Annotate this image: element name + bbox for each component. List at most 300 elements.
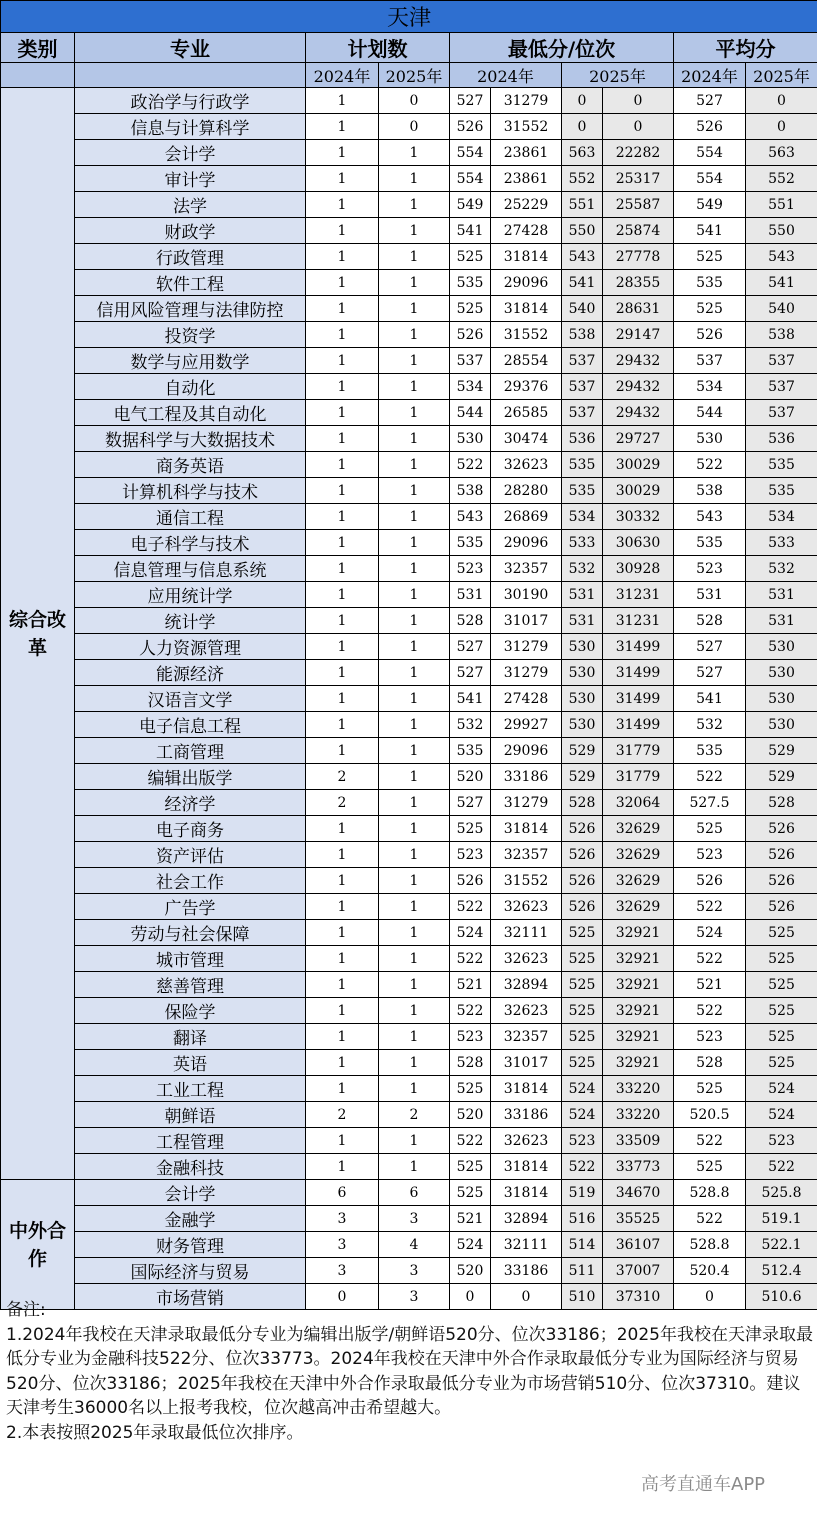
header-min-2024: 2024年 — [450, 63, 562, 88]
major-cell: 行政管理 — [75, 244, 306, 270]
table-row — [1, 634, 817, 660]
min-rank-2025-cell: 31779 — [603, 764, 674, 790]
table-row — [1, 348, 817, 374]
plan-2025-cell: 1 — [379, 322, 450, 348]
plan-2024-cell: 1 — [306, 1050, 379, 1076]
table-row — [1, 1180, 817, 1206]
plan-2024-cell: 2 — [306, 1102, 379, 1128]
avg-2025-cell: 535 — [746, 478, 817, 504]
avg-2025-cell: 526 — [746, 868, 817, 894]
plan-2025-cell: 3 — [379, 1258, 450, 1284]
min-rank-2025-cell: 36107 — [603, 1232, 674, 1258]
plan-2024-cell: 1 — [306, 244, 379, 270]
table-row — [1, 244, 817, 270]
plan-2025-cell: 1 — [379, 478, 450, 504]
plan-2024-cell: 1 — [306, 998, 379, 1024]
min-rank-2024-cell: 31814 — [491, 816, 562, 842]
min-rank-2024-cell: 31552 — [491, 868, 562, 894]
avg-2025-cell: 528 — [746, 790, 817, 816]
plan-2024-cell: 3 — [306, 1232, 379, 1258]
min-score-2024-cell: 535 — [450, 738, 491, 764]
major-cell: 国际经济与贸易 — [75, 1258, 306, 1284]
min-score-2025-cell: 516 — [562, 1206, 603, 1232]
min-rank-2025-cell: 29432 — [603, 400, 674, 426]
avg-2024-cell: 534 — [674, 374, 746, 400]
table-row — [1, 530, 817, 556]
min-rank-2025-cell: 33509 — [603, 1128, 674, 1154]
plan-2024-cell: 1 — [306, 712, 379, 738]
min-rank-2024-cell: 23861 — [491, 140, 562, 166]
avg-2025-cell: 533 — [746, 530, 817, 556]
avg-2024-cell: 526 — [674, 322, 746, 348]
min-score-2025-cell: 524 — [562, 1102, 603, 1128]
min-score-2025-cell: 526 — [562, 868, 603, 894]
major-cell: 会计学 — [75, 140, 306, 166]
table-row — [1, 1232, 817, 1258]
min-rank-2024-cell: 31017 — [491, 608, 562, 634]
table-row — [1, 270, 817, 296]
avg-2024-cell: 535 — [674, 530, 746, 556]
avg-2025-cell: 525 — [746, 1024, 817, 1050]
major-cell: 劳动与社会保障 — [75, 920, 306, 946]
min-score-2024-cell: 521 — [450, 972, 491, 998]
min-rank-2025-cell: 33773 — [603, 1154, 674, 1180]
avg-2024-cell: 538 — [674, 478, 746, 504]
avg-2024-cell: 554 — [674, 166, 746, 192]
min-score-2025-cell: 511 — [562, 1258, 603, 1284]
min-rank-2024-cell: 33186 — [491, 1258, 562, 1284]
table-row — [1, 426, 817, 452]
min-score-2025-cell: 529 — [562, 764, 603, 790]
min-rank-2024-cell: 32357 — [491, 556, 562, 582]
min-score-2024-cell: 554 — [450, 166, 491, 192]
min-score-2025-cell: 533 — [562, 530, 603, 556]
plan-2025-cell: 6 — [379, 1180, 450, 1206]
min-score-2025-cell: 525 — [562, 998, 603, 1024]
major-cell: 电子信息工程 — [75, 712, 306, 738]
major-cell: 金融学 — [75, 1206, 306, 1232]
avg-2025-cell: 530 — [746, 712, 817, 738]
plan-2024-cell: 1 — [306, 1024, 379, 1050]
plan-2025-cell: 1 — [379, 270, 450, 296]
major-cell: 广告学 — [75, 894, 306, 920]
min-score-2025-cell: 530 — [562, 686, 603, 712]
avg-2025-cell: 551 — [746, 192, 817, 218]
table-row — [1, 608, 817, 634]
plan-2025-cell: 1 — [379, 738, 450, 764]
min-rank-2024-cell: 29096 — [491, 738, 562, 764]
plan-2024-cell: 1 — [306, 322, 379, 348]
major-cell: 电子科学与技术 — [75, 530, 306, 556]
major-cell: 工商管理 — [75, 738, 306, 764]
table-row — [1, 478, 817, 504]
avg-2024-cell: 525 — [674, 244, 746, 270]
plan-2025-cell: 0 — [379, 114, 450, 140]
avg-2024-cell: 525 — [674, 1154, 746, 1180]
table-row — [1, 166, 817, 192]
min-score-2025-cell: 526 — [562, 816, 603, 842]
min-score-2024-cell: 528 — [450, 608, 491, 634]
plan-2025-cell: 1 — [379, 972, 450, 998]
min-rank-2025-cell: 27778 — [603, 244, 674, 270]
major-cell: 投资学 — [75, 322, 306, 348]
plan-2024-cell: 1 — [306, 738, 379, 764]
min-score-2025-cell: 537 — [562, 374, 603, 400]
major-cell: 信息管理与信息系统 — [75, 556, 306, 582]
min-rank-2024-cell: 27428 — [491, 218, 562, 244]
plan-2025-cell: 1 — [379, 764, 450, 790]
avg-2024-cell: 525 — [674, 816, 746, 842]
min-score-2024-cell: 549 — [450, 192, 491, 218]
min-rank-2025-cell: 32629 — [603, 868, 674, 894]
plan-2025-cell: 1 — [379, 400, 450, 426]
min-score-2024-cell: 527 — [450, 634, 491, 660]
header-blank — [1, 63, 75, 88]
min-rank-2025-cell: 30630 — [603, 530, 674, 556]
min-rank-2024-cell: 32623 — [491, 452, 562, 478]
plan-2025-cell: 1 — [379, 1024, 450, 1050]
min-rank-2024-cell: 32357 — [491, 842, 562, 868]
min-rank-2024-cell: 31279 — [491, 634, 562, 660]
plan-2024-cell: 2 — [306, 764, 379, 790]
avg-2024-cell: 541 — [674, 686, 746, 712]
min-rank-2024-cell: 30190 — [491, 582, 562, 608]
min-rank-2025-cell: 32921 — [603, 1050, 674, 1076]
table-row — [1, 140, 817, 166]
avg-2025-cell: 529 — [746, 764, 817, 790]
min-rank-2024-cell: 32623 — [491, 998, 562, 1024]
plan-2024-cell: 1 — [306, 374, 379, 400]
min-rank-2025-cell: 32921 — [603, 946, 674, 972]
min-score-2024-cell: 521 — [450, 1206, 491, 1232]
min-score-2024-cell: 541 — [450, 686, 491, 712]
major-cell: 数据科学与大数据技术 — [75, 426, 306, 452]
min-rank-2024-cell: 32894 — [491, 1206, 562, 1232]
min-rank-2024-cell: 31279 — [491, 660, 562, 686]
min-rank-2025-cell: 30029 — [603, 452, 674, 478]
avg-2025-cell: 524 — [746, 1102, 817, 1128]
avg-2025-cell: 524 — [746, 1076, 817, 1102]
avg-2025-cell: 537 — [746, 348, 817, 374]
plan-2025-cell: 1 — [379, 296, 450, 322]
min-score-2025-cell: 524 — [562, 1076, 603, 1102]
min-score-2024-cell: 523 — [450, 556, 491, 582]
avg-2025-cell: 531 — [746, 608, 817, 634]
min-score-2024-cell: 527 — [450, 660, 491, 686]
avg-2025-cell: 525 — [746, 920, 817, 946]
plan-2024-cell: 1 — [306, 426, 379, 452]
avg-2024-cell: 522 — [674, 764, 746, 790]
major-cell: 编辑出版学 — [75, 764, 306, 790]
plan-2025-cell: 1 — [379, 218, 450, 244]
avg-2025-cell: 526 — [746, 816, 817, 842]
avg-2025-cell: 538 — [746, 322, 817, 348]
plan-2024-cell: 3 — [306, 1206, 379, 1232]
table-row — [1, 972, 817, 998]
plan-2024-cell: 1 — [306, 686, 379, 712]
plan-2024-cell: 1 — [306, 1154, 379, 1180]
plan-2024-cell: 1 — [306, 842, 379, 868]
plan-2024-cell: 1 — [306, 400, 379, 426]
table-row — [1, 114, 817, 140]
min-score-2025-cell: 531 — [562, 582, 603, 608]
avg-2024-cell: 528 — [674, 1050, 746, 1076]
min-rank-2025-cell: 37310 — [603, 1284, 674, 1310]
notes — [6, 1298, 814, 1445]
plan-2024-cell: 1 — [306, 582, 379, 608]
table-row — [1, 374, 817, 400]
avg-2025-cell: 532 — [746, 556, 817, 582]
major-cell: 工程管理 — [75, 1128, 306, 1154]
avg-2025-cell: 535 — [746, 452, 817, 478]
avg-2024-cell: 527.5 — [674, 790, 746, 816]
plan-2025-cell: 1 — [379, 608, 450, 634]
avg-2024-cell: 527 — [674, 634, 746, 660]
avg-2025-cell: 530 — [746, 660, 817, 686]
plan-2025-cell: 1 — [379, 1076, 450, 1102]
table-row — [1, 686, 817, 712]
plan-2024-cell: 1 — [306, 478, 379, 504]
plan-2025-cell: 1 — [379, 660, 450, 686]
min-score-2025-cell: 552 — [562, 166, 603, 192]
min-score-2025-cell: 534 — [562, 504, 603, 530]
table-row — [1, 1206, 817, 1232]
table-row — [1, 400, 817, 426]
avg-2024-cell: 535 — [674, 738, 746, 764]
major-cell: 电气工程及其自动化 — [75, 400, 306, 426]
min-score-2025-cell: 510 — [562, 1284, 603, 1310]
min-rank-2025-cell: 30928 — [603, 556, 674, 582]
table-row — [1, 1076, 817, 1102]
table-row — [1, 296, 817, 322]
min-rank-2025-cell: 35525 — [603, 1206, 674, 1232]
plan-2025-cell: 1 — [379, 1154, 450, 1180]
min-score-2025-cell: 530 — [562, 660, 603, 686]
min-score-2024-cell: 525 — [450, 1076, 491, 1102]
min-score-2024-cell: 543 — [450, 504, 491, 530]
avg-2024-cell: 543 — [674, 504, 746, 530]
avg-2025-cell: 537 — [746, 400, 817, 426]
min-rank-2025-cell: 31231 — [603, 608, 674, 634]
min-score-2025-cell: 540 — [562, 296, 603, 322]
header-category: 类别 — [1, 33, 75, 63]
plan-2024-cell: 1 — [306, 114, 379, 140]
min-rank-2024-cell: 33186 — [491, 764, 562, 790]
avg-2025-cell: 563 — [746, 140, 817, 166]
table-row — [1, 1102, 817, 1128]
avg-2024-cell: 541 — [674, 218, 746, 244]
min-rank-2024-cell: 30474 — [491, 426, 562, 452]
min-score-2024-cell: 520 — [450, 1102, 491, 1128]
min-rank-2025-cell: 28355 — [603, 270, 674, 296]
min-score-2024-cell: 534 — [450, 374, 491, 400]
min-rank-2024-cell: 29927 — [491, 712, 562, 738]
plan-2024-cell: 1 — [306, 270, 379, 296]
min-score-2025-cell: 523 — [562, 1128, 603, 1154]
min-rank-2025-cell: 31499 — [603, 634, 674, 660]
min-rank-2025-cell: 37007 — [603, 1258, 674, 1284]
min-score-2025-cell: 530 — [562, 634, 603, 660]
min-score-2025-cell: 541 — [562, 270, 603, 296]
min-score-2024-cell: 527 — [450, 790, 491, 816]
plan-2025-cell: 1 — [379, 894, 450, 920]
min-rank-2024-cell: 31279 — [491, 790, 562, 816]
table-row — [1, 1128, 817, 1154]
table-row — [1, 738, 817, 764]
plan-2024-cell: 1 — [306, 946, 379, 972]
avg-2025-cell: 541 — [746, 270, 817, 296]
min-rank-2025-cell: 25317 — [603, 166, 674, 192]
plan-2025-cell: 1 — [379, 452, 450, 478]
plan-2024-cell: 6 — [306, 1180, 379, 1206]
table-row — [1, 1050, 817, 1076]
min-score-2024-cell: 520 — [450, 764, 491, 790]
major-cell: 软件工程 — [75, 270, 306, 296]
avg-2025-cell: 525 — [746, 1050, 817, 1076]
min-rank-2025-cell: 30332 — [603, 504, 674, 530]
min-score-2024-cell: 525 — [450, 1154, 491, 1180]
min-score-2025-cell: 535 — [562, 452, 603, 478]
plan-2025-cell: 1 — [379, 868, 450, 894]
avg-2024-cell: 523 — [674, 1024, 746, 1050]
min-rank-2024-cell: 31814 — [491, 1154, 562, 1180]
major-cell: 财务管理 — [75, 1232, 306, 1258]
table-row — [1, 1024, 817, 1050]
min-score-2024-cell: 535 — [450, 270, 491, 296]
plan-2025-cell: 1 — [379, 998, 450, 1024]
min-score-2025-cell: 525 — [562, 972, 603, 998]
min-rank-2024-cell: 25229 — [491, 192, 562, 218]
major-cell: 统计学 — [75, 608, 306, 634]
min-score-2024-cell: 0 — [450, 1284, 491, 1310]
min-rank-2025-cell: 33220 — [603, 1102, 674, 1128]
avg-2025-cell: 512.4 — [746, 1258, 817, 1284]
notes-line-2: 2.本表按照2025年录取最低位次排序。 — [6, 1422, 304, 1443]
min-score-2024-cell: 537 — [450, 348, 491, 374]
min-rank-2024-cell: 26585 — [491, 400, 562, 426]
avg-2025-cell: 552 — [746, 166, 817, 192]
header-blank — [75, 63, 306, 88]
min-score-2024-cell: 524 — [450, 920, 491, 946]
min-score-2024-cell: 523 — [450, 842, 491, 868]
min-rank-2025-cell: 31779 — [603, 738, 674, 764]
min-score-2025-cell: 519 — [562, 1180, 603, 1206]
major-cell: 政治学与行政学 — [75, 88, 306, 114]
major-cell: 电子商务 — [75, 816, 306, 842]
min-score-2025-cell: 537 — [562, 348, 603, 374]
notes-line-1: 1.2024年我校在天津录取最低分专业为编辑出版学/朝鲜语520分、位次33186；2025年我校在天津录取最低分专业为金融科技522分、位次33773。2024年我校在天津中外合作录取最低分专业为国际经济与贸易520分、位次33186；2025年我校在天津中外合作录取最低分专业为市场营销510分、位次37310。建议天津考生36000名以上报考我校，位次越高冲击希望越大。 — [6, 1324, 814, 1418]
plan-2024-cell: 3 — [306, 1258, 379, 1284]
min-score-2025-cell: 0 — [562, 88, 603, 114]
avg-2024-cell: 528.8 — [674, 1232, 746, 1258]
table-row — [1, 582, 817, 608]
min-score-2024-cell: 532 — [450, 712, 491, 738]
min-rank-2024-cell: 31279 — [491, 88, 562, 114]
avg-2025-cell: 526 — [746, 842, 817, 868]
table-row — [1, 920, 817, 946]
min-score-2025-cell: 522 — [562, 1154, 603, 1180]
plan-2025-cell: 1 — [379, 816, 450, 842]
min-rank-2024-cell: 32111 — [491, 1232, 562, 1258]
min-rank-2025-cell: 33220 — [603, 1076, 674, 1102]
min-rank-2024-cell: 31552 — [491, 114, 562, 140]
min-rank-2025-cell: 32629 — [603, 816, 674, 842]
min-rank-2025-cell: 25874 — [603, 218, 674, 244]
min-score-2024-cell: 525 — [450, 244, 491, 270]
avg-2024-cell: 522 — [674, 1206, 746, 1232]
min-rank-2024-cell: 23861 — [491, 166, 562, 192]
avg-2025-cell: 519.1 — [746, 1206, 817, 1232]
plan-2024-cell: 1 — [306, 192, 379, 218]
avg-2024-cell: 525 — [674, 296, 746, 322]
category-cell: 综合改革 — [1, 88, 75, 1180]
min-score-2025-cell: 536 — [562, 426, 603, 452]
major-cell: 通信工程 — [75, 504, 306, 530]
avg-2025-cell: 530 — [746, 634, 817, 660]
avg-2025-cell: 525.8 — [746, 1180, 817, 1206]
plan-2025-cell: 3 — [379, 1284, 450, 1310]
major-cell: 工业工程 — [75, 1076, 306, 1102]
min-score-2024-cell: 528 — [450, 1050, 491, 1076]
avg-2025-cell: 534 — [746, 504, 817, 530]
min-rank-2025-cell: 29432 — [603, 374, 674, 400]
header-avg-2024: 2024年 — [674, 63, 746, 88]
plan-2025-cell: 4 — [379, 1232, 450, 1258]
min-rank-2024-cell: 27428 — [491, 686, 562, 712]
notes-heading: 备注: — [6, 1300, 46, 1320]
major-cell: 社会工作 — [75, 868, 306, 894]
min-score-2024-cell: 522 — [450, 1128, 491, 1154]
min-rank-2024-cell: 29096 — [491, 530, 562, 556]
avg-2025-cell: 523 — [746, 1128, 817, 1154]
min-rank-2024-cell: 28280 — [491, 478, 562, 504]
major-cell: 经济学 — [75, 790, 306, 816]
avg-2024-cell: 537 — [674, 348, 746, 374]
min-rank-2024-cell: 31814 — [491, 1180, 562, 1206]
min-rank-2025-cell: 0 — [603, 114, 674, 140]
header-min-2025: 2025年 — [562, 63, 674, 88]
plan-2024-cell: 0 — [306, 1284, 379, 1310]
min-score-2025-cell: 525 — [562, 1050, 603, 1076]
major-cell: 保险学 — [75, 998, 306, 1024]
avg-2024-cell: 527 — [674, 88, 746, 114]
min-score-2025-cell: 531 — [562, 608, 603, 634]
min-rank-2025-cell: 29147 — [603, 322, 674, 348]
plan-2024-cell: 1 — [306, 218, 379, 244]
plan-2025-cell: 1 — [379, 140, 450, 166]
min-rank-2024-cell: 31814 — [491, 244, 562, 270]
avg-2024-cell: 535 — [674, 270, 746, 296]
major-cell: 商务英语 — [75, 452, 306, 478]
major-cell: 财政学 — [75, 218, 306, 244]
avg-2024-cell: 549 — [674, 192, 746, 218]
avg-2024-cell: 530 — [674, 426, 746, 452]
min-score-2024-cell: 544 — [450, 400, 491, 426]
min-rank-2024-cell: 0 — [491, 1284, 562, 1310]
plan-2024-cell: 1 — [306, 608, 379, 634]
major-cell: 应用统计学 — [75, 582, 306, 608]
plan-2025-cell: 1 — [379, 556, 450, 582]
table-row — [1, 764, 817, 790]
min-score-2025-cell: 525 — [562, 920, 603, 946]
avg-2024-cell: 522 — [674, 1128, 746, 1154]
plan-2025-cell: 1 — [379, 790, 450, 816]
plan-2025-cell: 1 — [379, 374, 450, 400]
plan-2025-cell: 1 — [379, 1128, 450, 1154]
avg-2024-cell: 522 — [674, 946, 746, 972]
header-major: 专业 — [75, 33, 306, 63]
table-row — [1, 1258, 817, 1284]
